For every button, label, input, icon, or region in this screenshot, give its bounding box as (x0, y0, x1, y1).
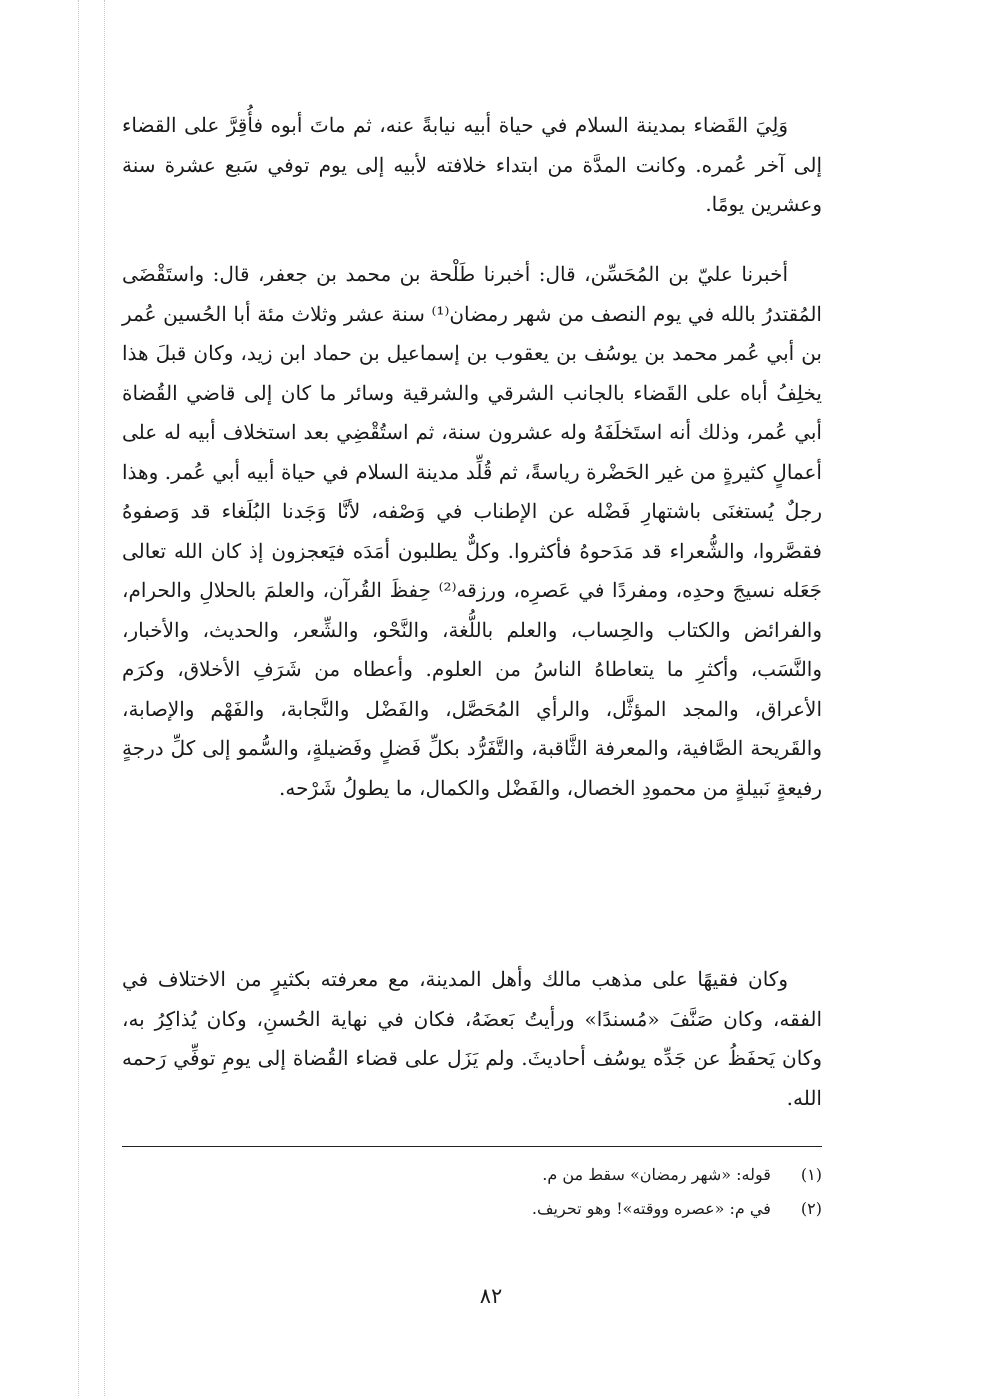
footnote-number: (٢) (800, 1199, 822, 1218)
footnotes (122, 1158, 822, 1226)
footnote-text: في م: «عصره ووقته»! وهو تحريف. (531, 1199, 771, 1218)
body-paragraph (122, 106, 822, 225)
paragraph-text: أخبرنا عليّ بن المُحَسِّن، قال: أخبرنا طَلْحة بن محمد بن جعفر، قال: واستَقْضَى المُقتدرُ بالله في يوم النصف من شهر رمضان⁽¹⁾ سنة عشر وثلاث مئة أبا الحُسين عُمر بن أبي عُمر محمد بن يوسُف بن يعقوب بن إسماعيل بن حماد ابن زيد، وكان قبلَ هذا يخلِفُ أباه على القَضاء بالجانب الشرقي والشرقية وسائر ما كان إلى قاضي القُضاة أبي عُمر، وذلك أنه استَخلَفَهُ وله عشرون سنة، ثم استُقْضِي بعد استخلاف أبيه له على أعمالٍ كثيرةٍ من غير الحَضْرة رياسةً، ثم قُلِّد مدينة السلام في حياة أبيه أبي عُمر. وهذا رجلٌ يُستغنَى باشتهارِ فَضْله عن الإطناب في وَصْفه، لأنَّا وَجَدنا البُلَغاء قد وَصفوهُ فقصَّروا، والشُّعراء قد مَدَحوهُ فأكثروا. وكلٌّ يطلبون أمَدَه فيَعجزون إذ كان الله تعالى جَعَله نسيجَ وحدِه، ومفردًا في عَصرِه، ورزقه⁽²⁾ حِفظَ القُرآن، والعلمَ بالحلالِ والحرام، والفرائض والكتاب والحِساب، والعلم باللُّغة، والنَّحْو، والشِّعر، والحديث، والأخبار، والنَّسَب، وأكثرِ ما يتعاطاهُ الناسُ من العلوم. وأعطاه من شَرَفِ الأخلاق، وكرَم الأعراق، والمجد المؤثَّل، والرأي المُحَصَّل، والفَضْل والنَّجابة، والفَهْم والإصابة، والقَريحة الصَّافية، والمعرفة الثَّاقبة، والتَّفَرُّد بكلِّ فَضلٍ وفَضيلةٍ، والسُّمو إلى كلِّ درجةٍ رفيعةٍ نَبيلةٍ من محمودِ الخصال، والفَضْل والكمال، ما يطولُ شَرْحه. (122, 262, 822, 800)
body-paragraph (122, 255, 822, 808)
scan-artifact-line (104, 0, 105, 1396)
scan-artifact-line (78, 0, 79, 1396)
footnote-text: قوله: «شهر رمضان» سقط من م. (542, 1165, 771, 1184)
footnote-number: (١) (800, 1165, 822, 1184)
body-paragraph (122, 960, 822, 1118)
footnote (122, 1158, 822, 1192)
paragraph-text: وكان فقيهًا على مذهب مالك وأهل المدينة، مع معرفته بكثيرٍ من الاختلاف في الفقه، وكان صَنَّفَ «مُسندًا» ورأيتُ بَعضَهُ، فكان في نهاية الحُسنِ، وكان يُذاكِرُ به، وكان يَحفَظُ عن جَدِّه يوسُف أحاديثَ. ولم يَزَل على قضاء القُضاة إلى يومِ توفِّي رَحمه الله. (122, 967, 822, 1110)
page-number: ٨٢ (479, 1284, 503, 1308)
footnote-separator (122, 1146, 822, 1147)
footnote (122, 1192, 822, 1226)
paragraph-text: وَلِيَ القَضاء بمدينة السلام في حياة أبيه نيابةً عنه، ثم ماتَ أبوه فأُقِرَّ على القضاء إلى آخر عُمره. وكانت المدَّة من ابتداء خلافته لأبيه إلى يوم توفي سَبع عشرة سنة وعشرين يومًا. (122, 113, 822, 216)
